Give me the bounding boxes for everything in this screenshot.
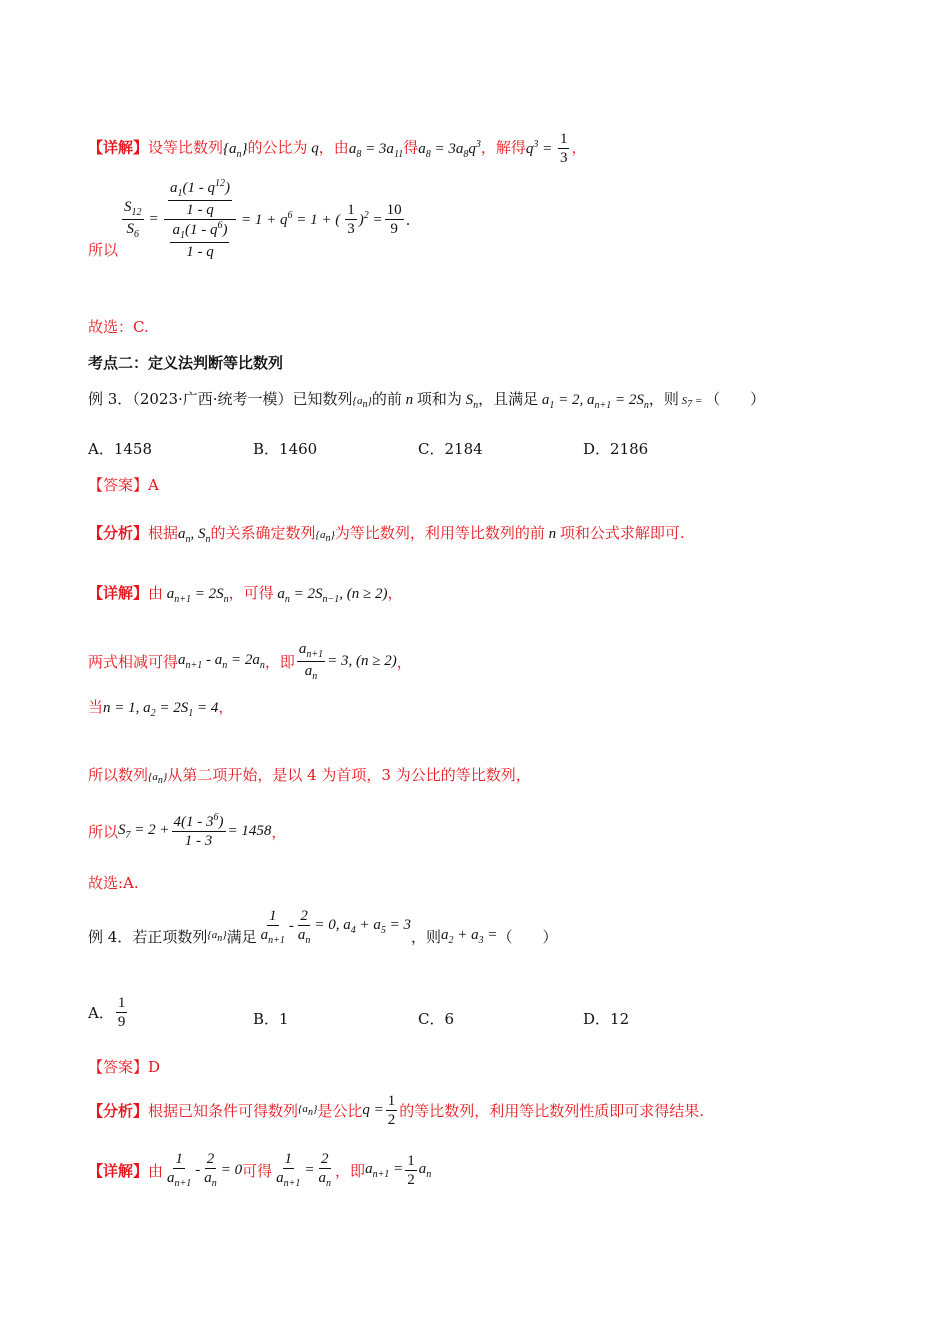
analysis-4: 【分析】 根据已知条件可得数列 $\{a_n\}$ 是公比 q = $\frac{1}{2}$ 的等比数列，利用等比数列性质即可求得结果. — [88, 1093, 705, 1128]
section-heading: 考点二：定义法判断等比数列 — [88, 354, 284, 372]
detail-3-line5: 所以 $S_7 = 2$ + $\frac{4(1 - 3^6)}{1 - 3}$ = 1458 ， — [88, 812, 287, 849]
option-b[interactable]: B．1460 — [253, 440, 318, 458]
option-c-4[interactable]: C．6 — [418, 1010, 455, 1028]
detail-4: 【详解】 由 $\frac{1}{a_{n+1}}$ - $\frac{2}{a_n}$ = 0 可得 $\frac{1}{a_{n+1}}$ = $\frac{2}{a_n}$ ，即 $a_{n+1}$ = $\frac{1}{2}$ $a_n$ — [88, 1151, 432, 1189]
conclusion-1: 故选：C. — [88, 318, 149, 336]
ratio-line: 所以 $\frac{S_{12}}{S_6}$ = $\frac{\frac{a_1(1 - q^{12})}{1 - q}}{\frac{a_1(1 - q^6)}{1 - q}}$ = $1 + q^6 = 1$ + ( $\frac{1}{3}$ )$^2$ = $\frac{10}{9}$ . — [88, 178, 411, 260]
analysis-3: 【分析】根据$a_n$, $S_n$的关系确定数列$\{a_n\}$为等比数列，利用等比数列的前 n 项和公式求解即可. — [88, 524, 685, 545]
detail-label: 【详解】 — [88, 138, 149, 157]
seq-an: $\{a_n\}$ — [223, 140, 248, 160]
detail-3-line3: 当n = 1, $a_2 = 2S_1 = 4$， — [88, 698, 234, 719]
answer-4: 【答案】D — [88, 1058, 161, 1076]
detail-3-line1: 【详解】由 $a_{n+1} = 2S_n$，可得 $a_n = 2S_{n-1}$, (n ≥ 2)， — [88, 584, 403, 605]
option-c[interactable]: C．2184 — [418, 440, 483, 458]
option-a-4[interactable]: A． $\frac{1}{9}$ — [88, 995, 126, 1030]
example4-question: 例 4． 若正项数列 $\{a_n\}$ 满足 $\frac{1}{a_{n+1}}$ - $\frac{2}{a_n}$ = 0, $a_4 + a_5 = 3$ ，则 $a_2 + a_3$ = （ ） — [88, 907, 558, 946]
answer-3: 【答案】A — [88, 476, 159, 494]
detail-line-1: 【详解】设等比数列$\{a_n\}$的公比为 q，由$a_8 = 3a_{11}$得$a_8 = 3a_8q^3$，解得$q^3$ = $\frac{1}{3}$ ， — [88, 131, 587, 166]
option-d-4[interactable]: D．12 — [583, 1010, 630, 1028]
option-a[interactable]: A．1458 — [88, 440, 153, 458]
example3-question: 例 3．（2023·广西·统考一模）已知数列$\{a_n\}$的前 n 项和为 $S_n$，且满足 $a_1 = 2$, $a_{n+1} = 2S_n$，则 $S_7$ = （ ） — [88, 390, 766, 411]
option-d[interactable]: D．2186 — [583, 440, 649, 458]
conclusion-3: 故选:A. — [88, 874, 139, 892]
detail-3-line4: 所以数列$\{a_n\}$从第二项开始，是以 4 为首项，3 为公比的等比数列， — [88, 766, 531, 787]
detail-3-line2: 两式相减可得 $a_{n+1} - a_n = 2a_n$ ，即 $\frac{a_{n+1}}{a_n}$ = 3, (n ≥ 2) ， — [88, 641, 412, 682]
option-b-4[interactable]: B．1 — [253, 1010, 289, 1028]
